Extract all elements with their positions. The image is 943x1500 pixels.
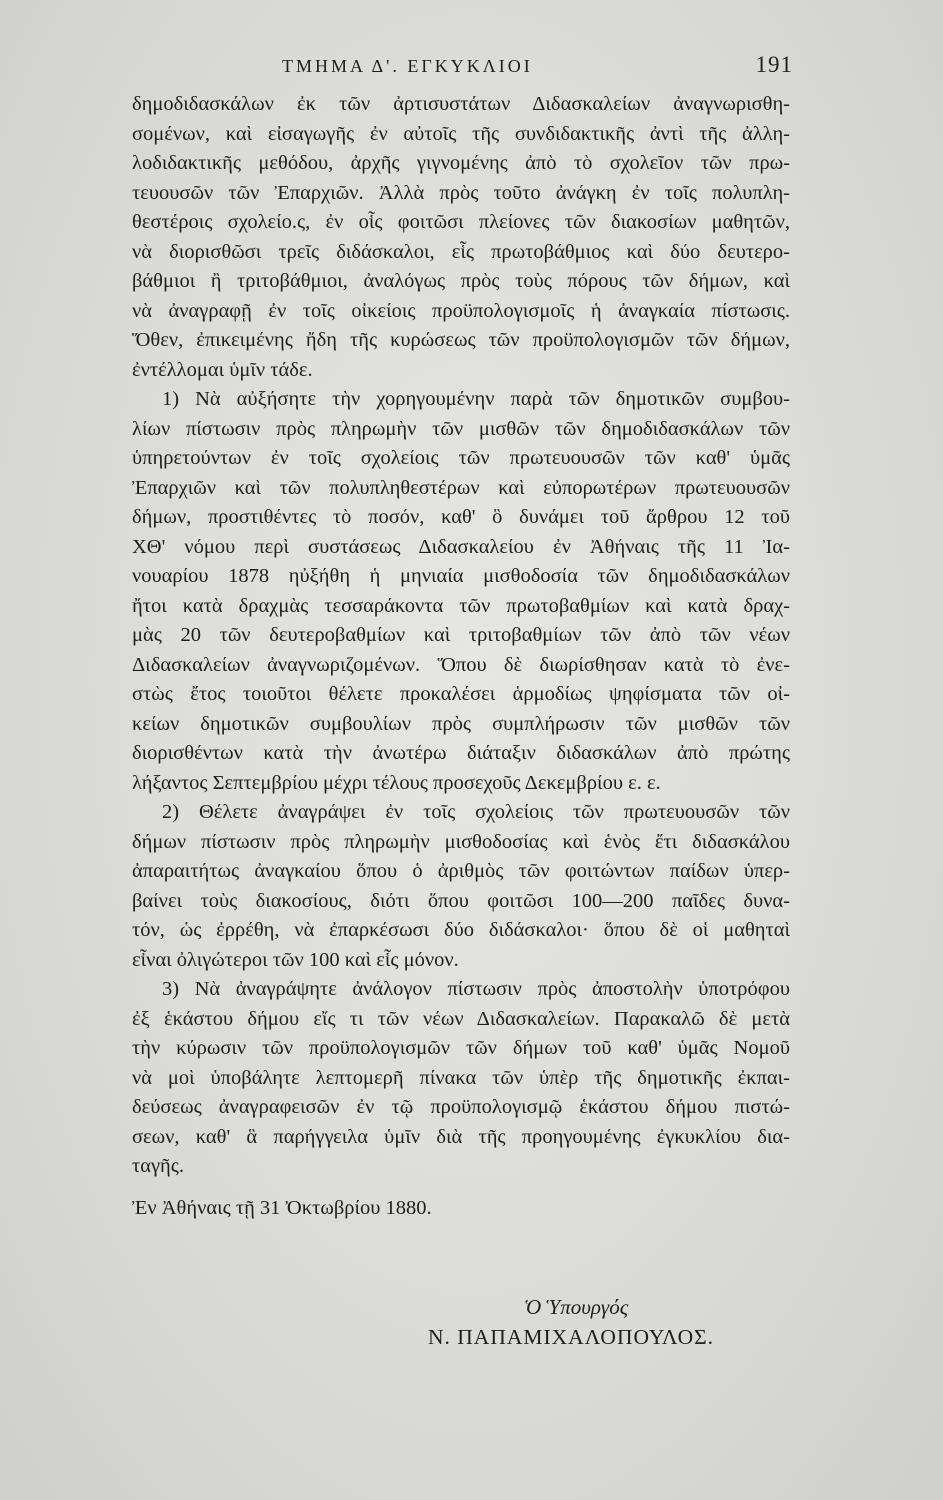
text-line: τόν, ὡς ἐρρέθη, νὰ ἐπαρκέσωσι δύο διδάσκαλοι· ὅπου δὲ οἱ μαθηταὶ [132, 919, 790, 941]
text-line: 1) Νὰ αὐξήσητε τὴν χορηγουμένην παρὰ τῶν δημοτικῶν συμβου- [162, 388, 790, 410]
text-line: ὑπηρετούντων ἐν τοῖς σχολείοις τῶν πρωτευουσῶν τῶν καθ' ὑμᾶς [132, 447, 790, 469]
text-line: δημοδιδασκάλων ἐκ τῶν ἀρτισυστάτων Διδασκαλείων ἀναγνωρισθη- [132, 93, 790, 115]
text-line: Ὅθεν, ἐπικειμένης ἤδη τῆς κυρώσεως τῶν προϋπολογισμῶν τῶν δήμων, [132, 329, 790, 351]
text-line: στὼς ἔτος τοιοῦτοι θέλετε προκαλέσει ἁρμοδίως ψηφίσματα τῶν οἰ- [132, 683, 790, 705]
paragraph-3 [132, 798, 790, 975]
text-line: νουαρίου 1878 ηὐξήθη ἡ μηνιαία μισθοδοσία τῶν δημοδιδασκάλων [132, 565, 790, 587]
text-line: Διδασκαλείων ἀναγνωριζομένων. Ὅπου δὲ διωρίσθησαν κατὰ τὸ ἐνε- [132, 653, 790, 676]
text-line: τευουσῶν τῶν Ἐπαρχιῶν. Ἀλλὰ πρὸς τοῦτο ἀνάγκη ἐν τοῖς πολυπλη- [132, 181, 790, 204]
text-line: ἤτοι κατὰ δραχμὰς τεσσαράκοντα τῶν πρωτοβαθμίων καὶ κατὰ δραχ- [132, 594, 790, 617]
text-line: λίων πίστωσιν πρὸς πληρωμὴν τῶν μισθῶν τῶν δημοδιδασκάλων τῶν [132, 417, 790, 440]
text-line: διορισθέντων κατὰ τὴν ἀνωτέρω διάταξιν διδασκάλων ἀπὸ πρώτης [132, 742, 790, 764]
text-line: 3) Νὰ ἀναγράψητε ἀνάλογον πίστωσιν πρὸς ἀποστολὴν ὑποτρόφου [162, 978, 790, 1000]
text-line: δήμων, προστιθέντες τὸ ποσόν, καθ' ὃ δυνάμει τοῦ ἄρθρου 12 τοῦ [132, 506, 790, 528]
text-line: ἐξ ἑκάστου δήμου εἴς τι τῶν νέων Διδασκαλείων. Παρακαλῶ δὲ μετὰ [132, 1007, 790, 1030]
text-line: ταγῆς. [132, 1155, 185, 1177]
text-line: κείων δημοτικῶν συμβουλίων πρὸς συμπλήρωσιν τῶν μισθῶν τῶν [132, 712, 790, 735]
signature-title: Ὁ Ὑπουργός [524, 1295, 629, 1319]
paragraph-4 [132, 975, 790, 1182]
paragraph-1 [132, 90, 790, 385]
text-line: 2) Θέλετε ἀναγράψει ἐν τοῖς σχολείοις τῶν πρωτευουσῶν τῶν [162, 801, 790, 823]
text-line: Ἐπαρχιῶν καὶ τῶν πολυπληθεστέρων καὶ εὐπορωτέρων πρωτευουσῶν [132, 476, 790, 499]
text-line: σομένων, καὶ εἰσαγωγῆς ἐν αὐτοῖς τῆς συνδιδακτικῆς ἀντὶ τῆς ἀλλη- [132, 122, 790, 145]
text-line: νὰ ἀναγραφῇ ἐν τοῖς οἰκείοις προϋπολογισμοῖς ἡ ἀναγκαία πίστωσις. [132, 299, 790, 322]
text-line: τὴν κύρωσιν τῶν προϋπολογισμῶν τῶν δήμων τοῦ καθ' ὑμᾶς Νομοῦ [132, 1037, 790, 1059]
text-line: ἐντέλλομαι ὑμῖν τάδε. [132, 358, 313, 381]
text-line: εἶναι ὀλιγώτεροι τῶν 100 καὶ εἷς μόνον. [132, 948, 459, 971]
text-line: βαίνει τοὺς διακοσίους, διότι ὅπου φοιτῶσι 100—200 παῖδες δυνα- [132, 889, 790, 912]
text-line: λήξαντος Σεπτεμβρίου μέχρι τέλους προσεχοῦς Δεκεμβρίου ε. ε. [132, 771, 661, 794]
text-line: λοδιδακτικῆς μεθόδου, ἀρχῆς γιγνομένης ἀπὸ τὸ σχολεῖον τῶν πρω- [132, 152, 790, 174]
header-title: ΤΜΗΜΑ Δ'. ΕΓΚΥΚΛΙΟΙ [282, 56, 533, 76]
text-line: θεστέροις σχολείο.ς, ἐν οἷς φοιτῶσι πλείονες τῶν διακοσίων μαθητῶν, [132, 211, 790, 233]
running-header [132, 52, 793, 82]
body-text [132, 90, 790, 1182]
signature-name: Ν. ΠΑΠΑΜΙΧΑΛΟΠΟΥΛΟΣ. [428, 1325, 715, 1349]
closing-date: Ἐν Ἀθήναις τῇ 31 Ὀκτωβρίου 1880. [132, 1197, 432, 1219]
text-line: ΧΘ' νόμου περὶ συστάσεως Διδασκαλείου ἐν Ἀθήναις τῆς 11 Ἰα- [132, 535, 790, 558]
date-line [132, 1197, 790, 1220]
text-line: βάθμιοι ἢ τριτοβάθμιοι, ἀναλόγως πρὸς τοὺς πόρους τῶν δήμων, καὶ [132, 270, 790, 292]
text-line: ἀπαραιτήτως ἀναγκαίου ὅπου ὁ ἀριθμὸς τῶν φοιτώντων παίδων ὑπερ- [132, 860, 790, 882]
page-number: 191 [755, 52, 793, 77]
text-line: νὰ διορισθῶσι τρεῖς διδάσκαλοι, εἷς πρωτοβάθμιος καὶ δύο δευτερο- [132, 240, 790, 263]
text-line: σεων, καθ' ἃ παρήγγειλα ὑμῖν διὰ τῆς προηγουμένης ἐγκυκλίου δια- [132, 1125, 790, 1148]
text-line: μὰς 20 τῶν δευτεροβαθμίων καὶ τριτοβαθμίων τῶν ἀπὸ τῶν νέων [132, 624, 790, 646]
paragraph-2 [132, 385, 790, 798]
text-line: δεύσεως ἀναγραφεισῶν ἐν τῷ προϋπολογισμῷ ἑκάστου δήμου πιστώ- [132, 1096, 790, 1118]
text-line: νὰ μοὶ ὑποβάλητε λεπτομερῆ πίνακα τῶν ὑπὲρ τῆς δημοτικῆς ἐκπαι- [132, 1066, 790, 1089]
text-line: δήμων πίστωσιν πρὸς πληρωμὴν μισθοδοσίας καὶ ἑνὸς ἔτι διδασκάλου [132, 830, 790, 853]
